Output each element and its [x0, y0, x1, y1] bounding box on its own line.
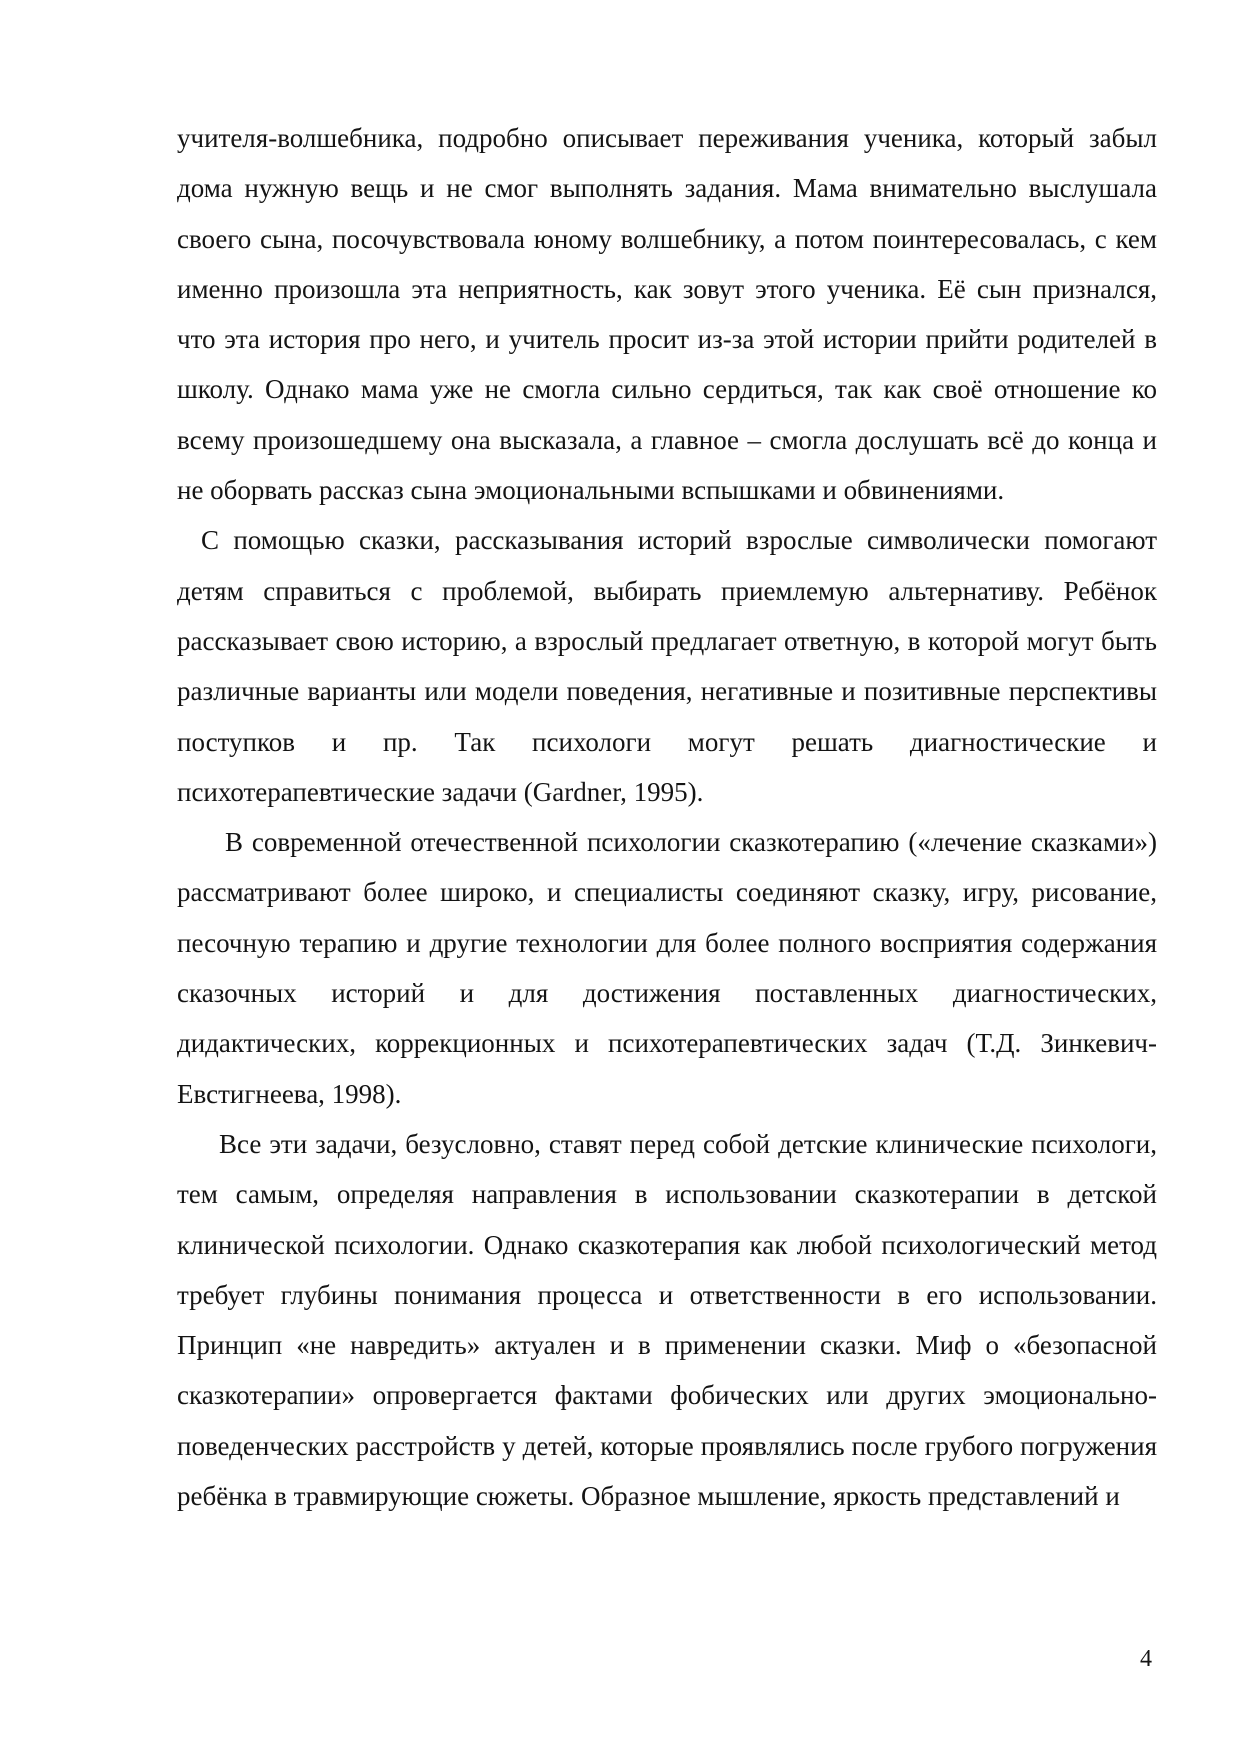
paragraph-clinical-tasks: Все эти задачи, безусловно, ставят перед собой детские клинические психологи, тем самым, определяя направления в использовании сказкотерапии в детской клинической психологии. Однако сказкотерапия как любой психологический метод требует глубины понимания процесса и ответственности в его использовании. Принцип «не навредить» актуален и в применении сказки. Миф о «безопасной сказкотерапии» опровергается фактами фобических или других эмоционально-поведенческих расстройств у детей, которые проявлялись после грубого погружения ребёнка в травмирующие сюжеты. Образное мышление, яркость представлений и	[177, 1128, 1157, 1512]
body-text	[177, 113, 1157, 1521]
paragraph-fairy-tale-help: С помощью сказки, рассказывания историй взрослые символически помогают детям справиться с проблемой, выбирать приемлемую альтернативу. Ребёнок рассказывает свою историю, а взрослый предлагает ответную, в которой могут быть различные варианты или модели поведения, негативные и позитивные перспективы поступков и пр. Так психологи могут решать диагностические и психотерапевтические задачи (Gardner, 1995).	[177, 525, 1157, 807]
paragraph-continuation: учителя-волшебника, подробно описывает переживания ученика, который забыл дома нужную вещь и не смог выполнять задания. Мама внимательно выслушала своего сына, посочувствовала юному волшебнику, а потом поинтересовалась, с кем именно произошла эта неприятность, как зовут этого ученика. Её сын признался, что эта история про него, и учитель просит из-за этой истории прийти родителей в школу. Однако мама уже не смогла сильно сердиться, так как своё отношение ко всему произошедшему она высказала, а главное – смогла дослушать всё до конца и не оборвать рассказ сына эмоциональными вспышками и обвинениями.	[177, 123, 1157, 506]
page-number: 4	[1140, 1646, 1152, 1672]
paragraph-domestic-psychology: В современной отечественной психологии сказкотерапию («лечение сказками») рассматривают более широко, и специалисты соединяют сказку, игру, рисование, песочную терапию и другие технологии для более полного восприятия содержания сказочных историй и для достижения поставленных диагностических, дидактических, коррекционных и психотерапевтических задач (Т.Д. Зинкевич-Евстигнеева, 1998).	[177, 827, 1157, 1109]
